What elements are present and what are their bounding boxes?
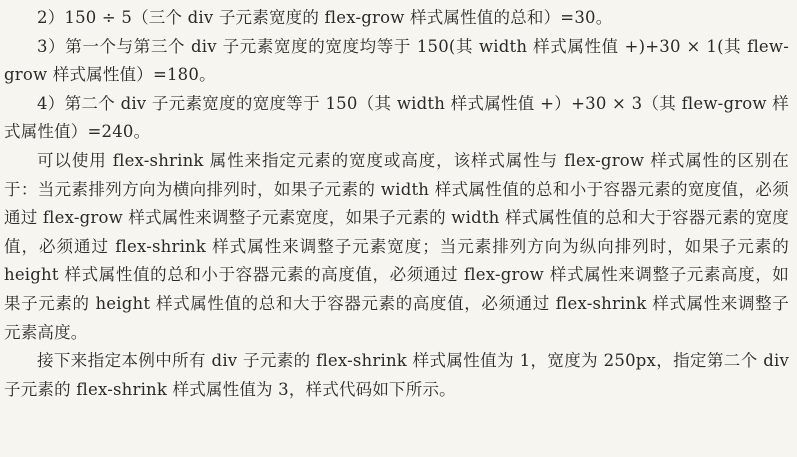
flex-shrink-explanation-paragraph: 可以使用 flex-shrink 属性来指定元素的宽度或高度，该样式属性与 flex-grow 样式属性的区别在于：当元素排列方向为横向排列时，如果子元素的 width 样式属性值的总和小于容器元素的宽度值，必须通过 flex-grow 样式属性来调整子元素宽度，如果子元素的 width 样式属性值的总和大于容器元素的宽度值，必须通过 flex-shrink 样式属性来调整子元素宽度；当元素排列方向为纵向排列时，如果子元素的 height 样式属性值的总和小于容器元素的高度值，必须通过 flex-grow 样式属性来调整子元素高度，如果子元素的 height 样式属性值的总和大于容器元素的高度值，必须通过 flex-shrink 样式属性来调整子元素高度。 bbox=[4, 150, 789, 342]
step-3-paragraph: 3）第一个与第三个 div 子元素宽度的宽度均等于 150(其 width 样式属性值 +)+30 × 1(其 flew-grow 样式属性值）=180。 bbox=[4, 36, 789, 85]
step-2-paragraph: 2）150 ÷ 5（三个 div 子元素宽度的 flex-grow 样式属性值的总和）=30。 bbox=[37, 8, 613, 27]
next-example-intro-paragraph: 接下来指定本例中所有 div 子元素的 flex-shrink 样式属性值为 1，宽度为 250px，指定第二个 div 子元素的 flex-shrink 样式属性值为 3，样式代码如下所示。 bbox=[4, 351, 789, 399]
step-4-paragraph: 4）第二个 div 子元素宽度的宽度等于 150（其 width 样式属性值 +）+30 × 3（其 flew-grow 样式属性值）=240。 bbox=[4, 93, 789, 142]
